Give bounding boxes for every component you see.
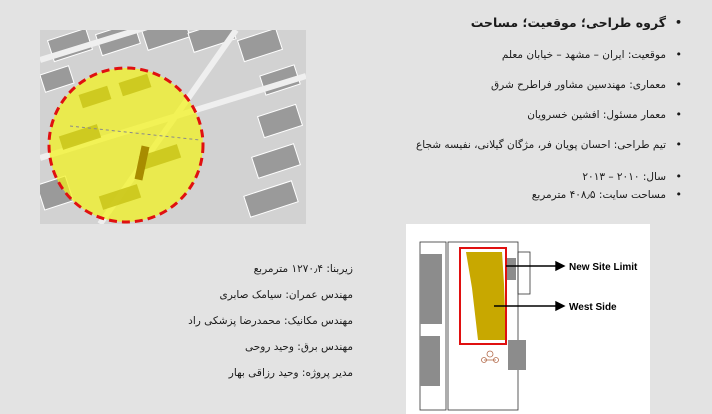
west-side-label: West Side xyxy=(569,302,617,313)
architecture-firm-item: • معماری: مهندسین مشاور فراطرح شرق xyxy=(366,78,682,92)
electrical-engineer-credit: مهندس برق: وحید روحی xyxy=(245,341,353,353)
aerial-map-graphic xyxy=(40,30,306,224)
year-item: • سال: ۲۰۱۰ – ۲۰۱۳ xyxy=(366,170,682,184)
project-manager-credit: مدیر پروژه: وحید رزاقی بهار xyxy=(228,367,353,379)
built-area-credit: زیربنا: ۱۲۷۰٫۴ مترمربع xyxy=(253,263,353,275)
design-team-item: • تیم طراحی: احسان پویان فر، مژگان گیلانی، نفیسه شجاع xyxy=(366,138,682,152)
site-area-item: • مساحت سایت: ۴۰۸٫۵ مترمربع xyxy=(366,188,682,202)
civil-engineer-credit: مهندس عمران: سیامک صابری xyxy=(219,289,353,301)
location-item: • موقعیت: ایران – مشهد – خیابان معلم xyxy=(366,48,682,62)
mechanical-engineer-credit: مهندس مکانیک: محمدرضا پزشکی راد xyxy=(188,315,353,327)
project-heading: • گروه طراحی؛ موقعیت؛ مساحت xyxy=(366,16,682,30)
site-plan-graphic xyxy=(406,224,650,414)
credits-list xyxy=(180,262,353,392)
aerial-map xyxy=(40,30,306,224)
site-plan-diagram xyxy=(406,224,650,414)
new-site-limit-label: New Site Limit xyxy=(569,262,638,273)
lead-architect-item: • معمار مسئول: افشین خسرویان xyxy=(366,108,682,122)
